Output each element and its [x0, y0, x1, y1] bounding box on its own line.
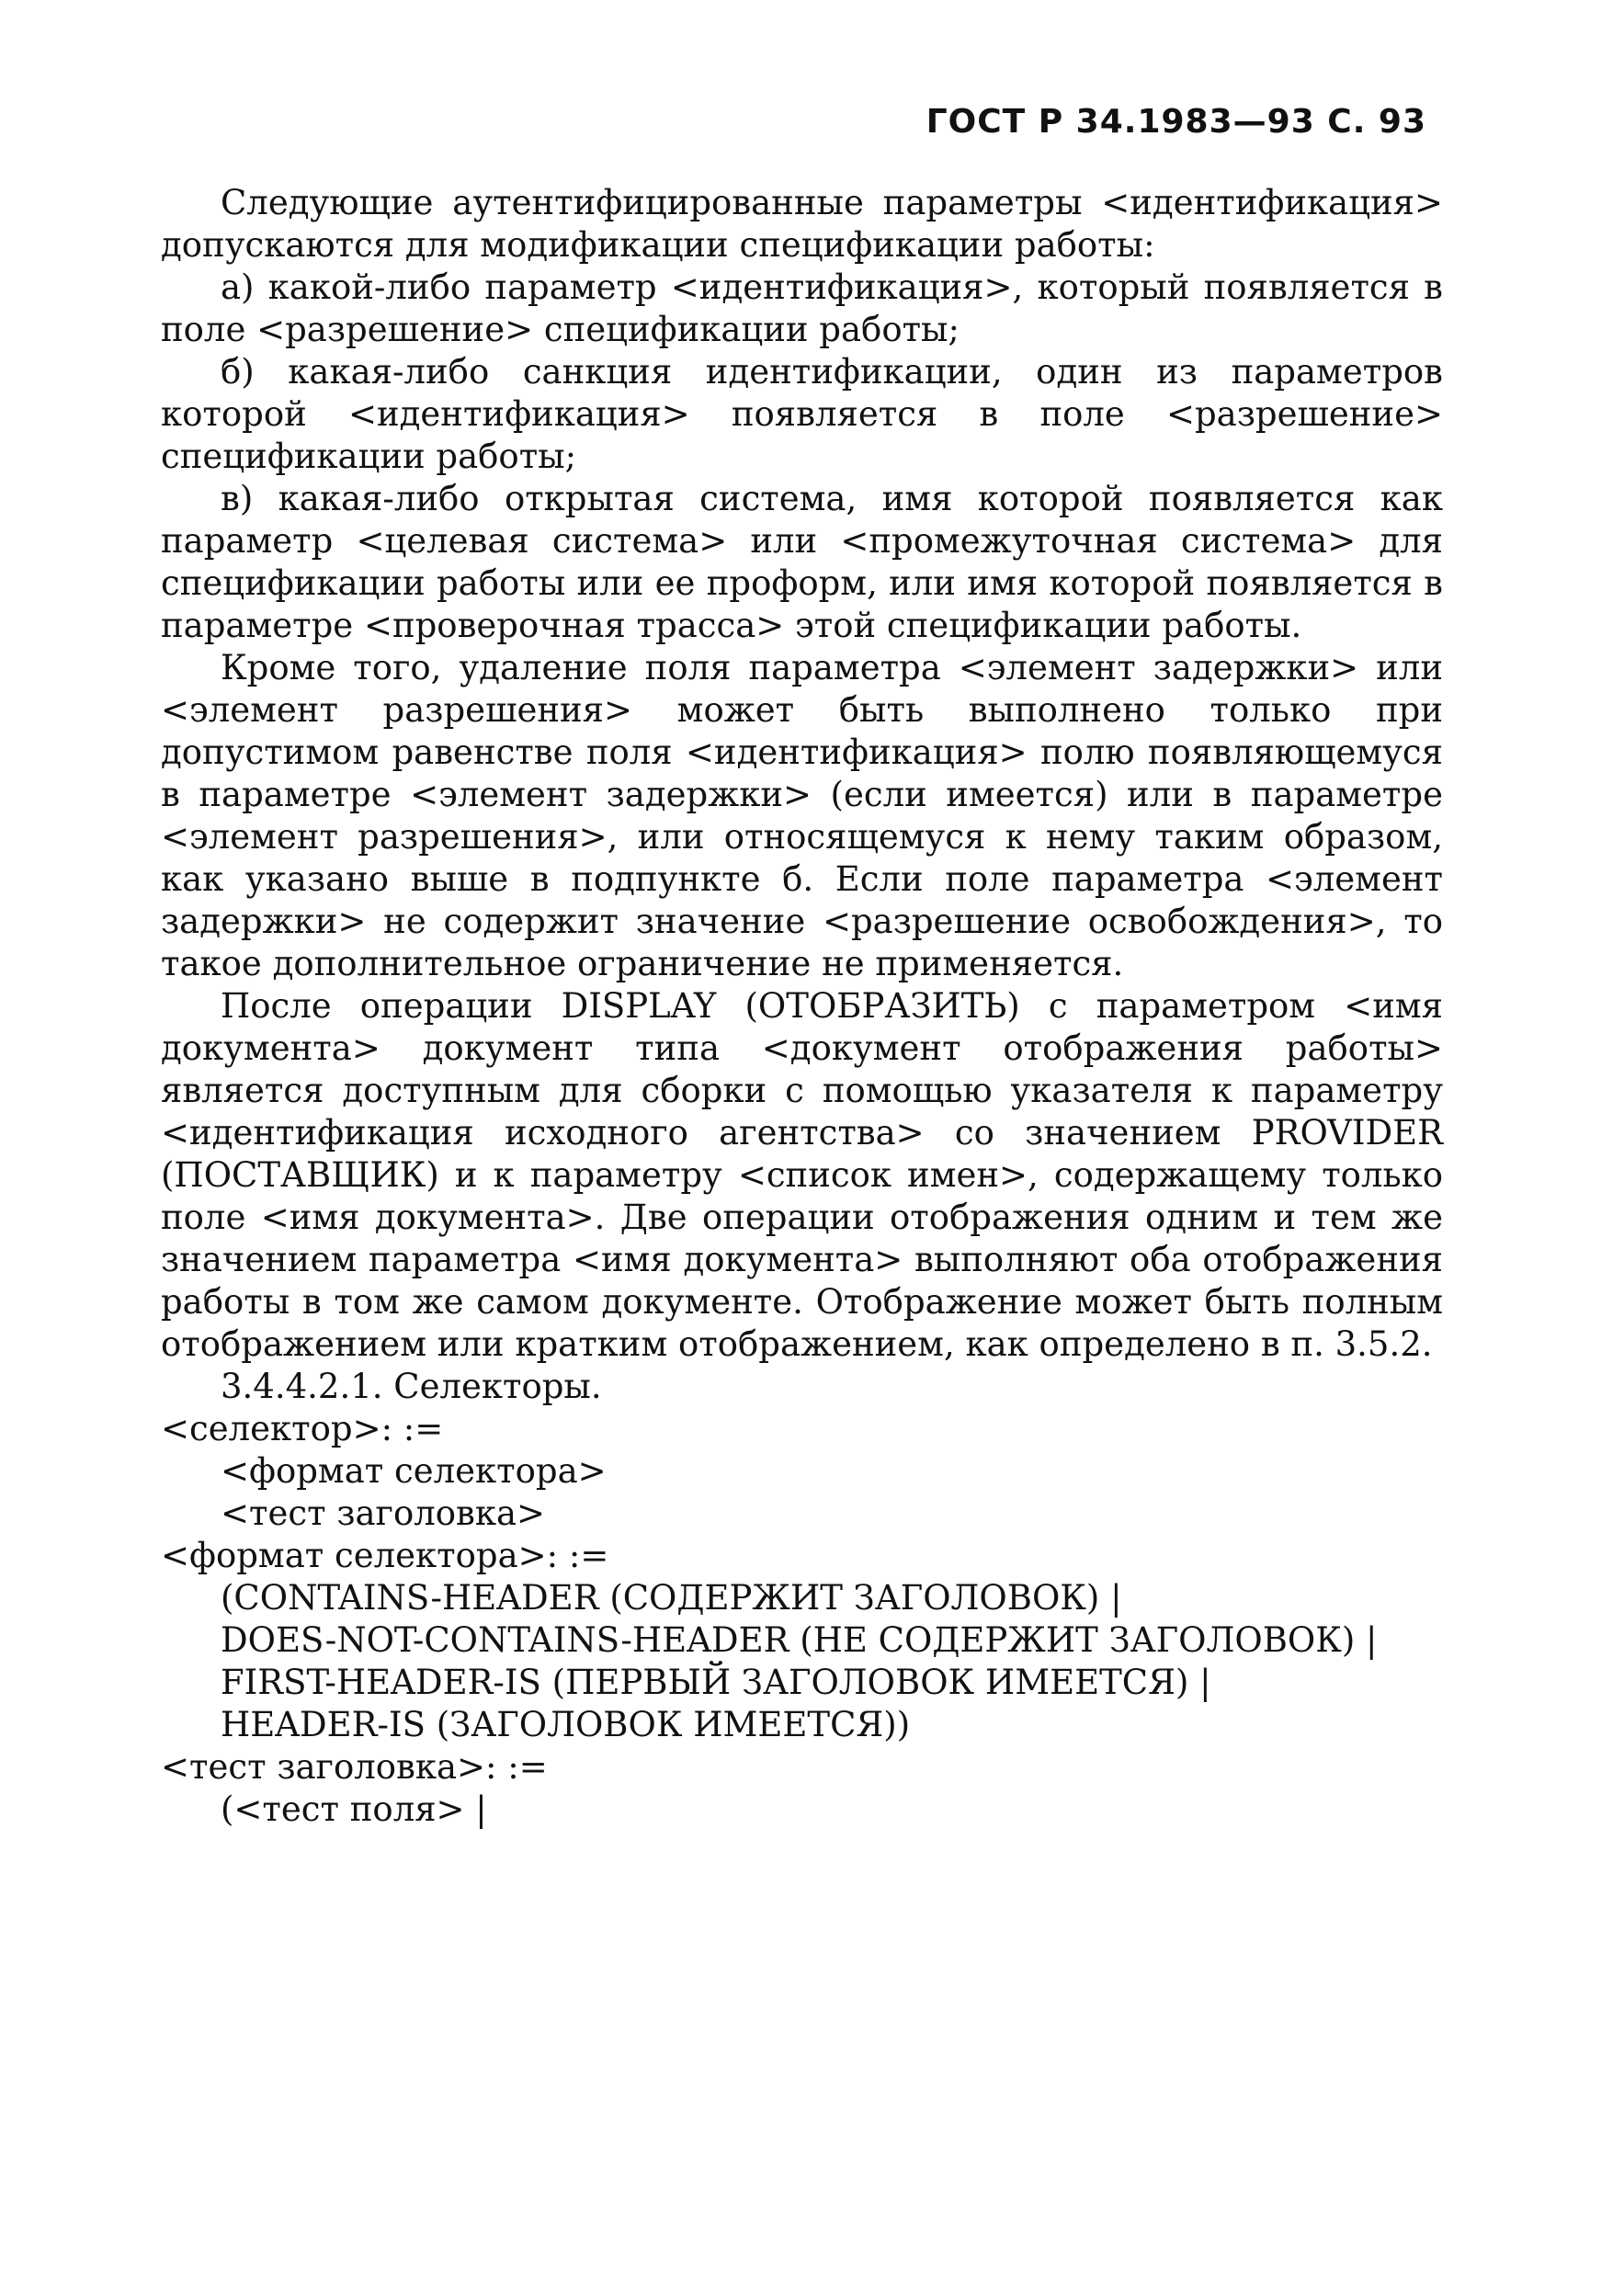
- grammar-line: DOES-NOT-CONTAINS-HEADER (НЕ СОДЕРЖИТ ЗАГОЛОВОК) |: [221, 1620, 1378, 1660]
- grammar-line: <тест заголовка>: [221, 1493, 546, 1533]
- grammar-line: (<тест поля> |: [221, 1789, 487, 1829]
- grammar-line: <формат селектора>: :=: [161, 1536, 609, 1575]
- paragraph-item-a: а) какой-либо параметр <идентификация>, который появляется в поле <разрешение> спецификации работы;: [161, 267, 1443, 349]
- page-header: ГОСТ Р 34.1983—93 С. 93: [926, 103, 1426, 141]
- grammar-line: (CONTAINS-HEADER (СОДЕРЖИТ ЗАГОЛОВОК) |: [221, 1578, 1122, 1618]
- grammar-line: FIRST-HEADER-IS (ПЕРВЫЙ ЗАГОЛОВОК ИМЕЕТСЯ) |: [221, 1663, 1211, 1702]
- grammar-line: <тест заголовка>: :=: [161, 1747, 548, 1787]
- page-content: [161, 182, 1443, 1831]
- grammar-line: HEADER-IS (ЗАГОЛОВОК ИМЕЕТСЯ)): [221, 1705, 911, 1744]
- grammar-line: <формат селектора>: [221, 1451, 607, 1491]
- grammar-line: <селектор>: :=: [161, 1409, 444, 1448]
- paragraph-deletion: Кроме того, удаление поля параметра <элемент задержки> или <элемент разрешения> может быть выполнено только при допустимом равенстве поля <идентификация> полю появляющемуся в параметре <элемент задержки> (если имеется) или в параметре <элемент разрешения>, или относящемуся к нему таким образом, как указано выше в подпункте б. Если поле параметра <элемент задержки> не содержит значение <разрешение освобождения>, то такое дополнительное ограничение не применяется.: [161, 648, 1443, 983]
- paragraph-item-c: в) какая-либо открытая система, имя которой появляется как параметр <целевая система> или <промежуточная система> для спецификации работы или ее проформ, или имя которой появляется в параметре <проверочная трасса> этой спецификации работы.: [161, 479, 1443, 645]
- paragraph-intro: Следующие аутентифицированные параметры <идентификация> допускаются для модификации спецификации работы:: [161, 183, 1443, 265]
- paragraph-item-b: б) какая-либо санкция идентификации, один из параметров которой <идентификация> появляется в поле <разрешение> спецификации работы;: [161, 352, 1443, 476]
- paragraph-display: После операции DISPLAY (ОТОБРАЗИТЬ) с параметром <имя документа> документ типа <документ отображения работы> является доступным для сборки с помощью указателя к параметру <идентификация исходного агентства> со значением PROVIDER (ПОСТАВЩИК) и к параметру <список имен>, содержащему только поле <имя документа>. Две операции отображения одним и тем же значением параметра <имя документа> выполняют оба отображения работы в том же самом документе. Отображение может быть полным отображением или кратким отображением, как определено в п. 3.5.2.: [161, 986, 1443, 1364]
- section-heading: 3.4.4.2.1. Селекторы.: [221, 1367, 602, 1406]
